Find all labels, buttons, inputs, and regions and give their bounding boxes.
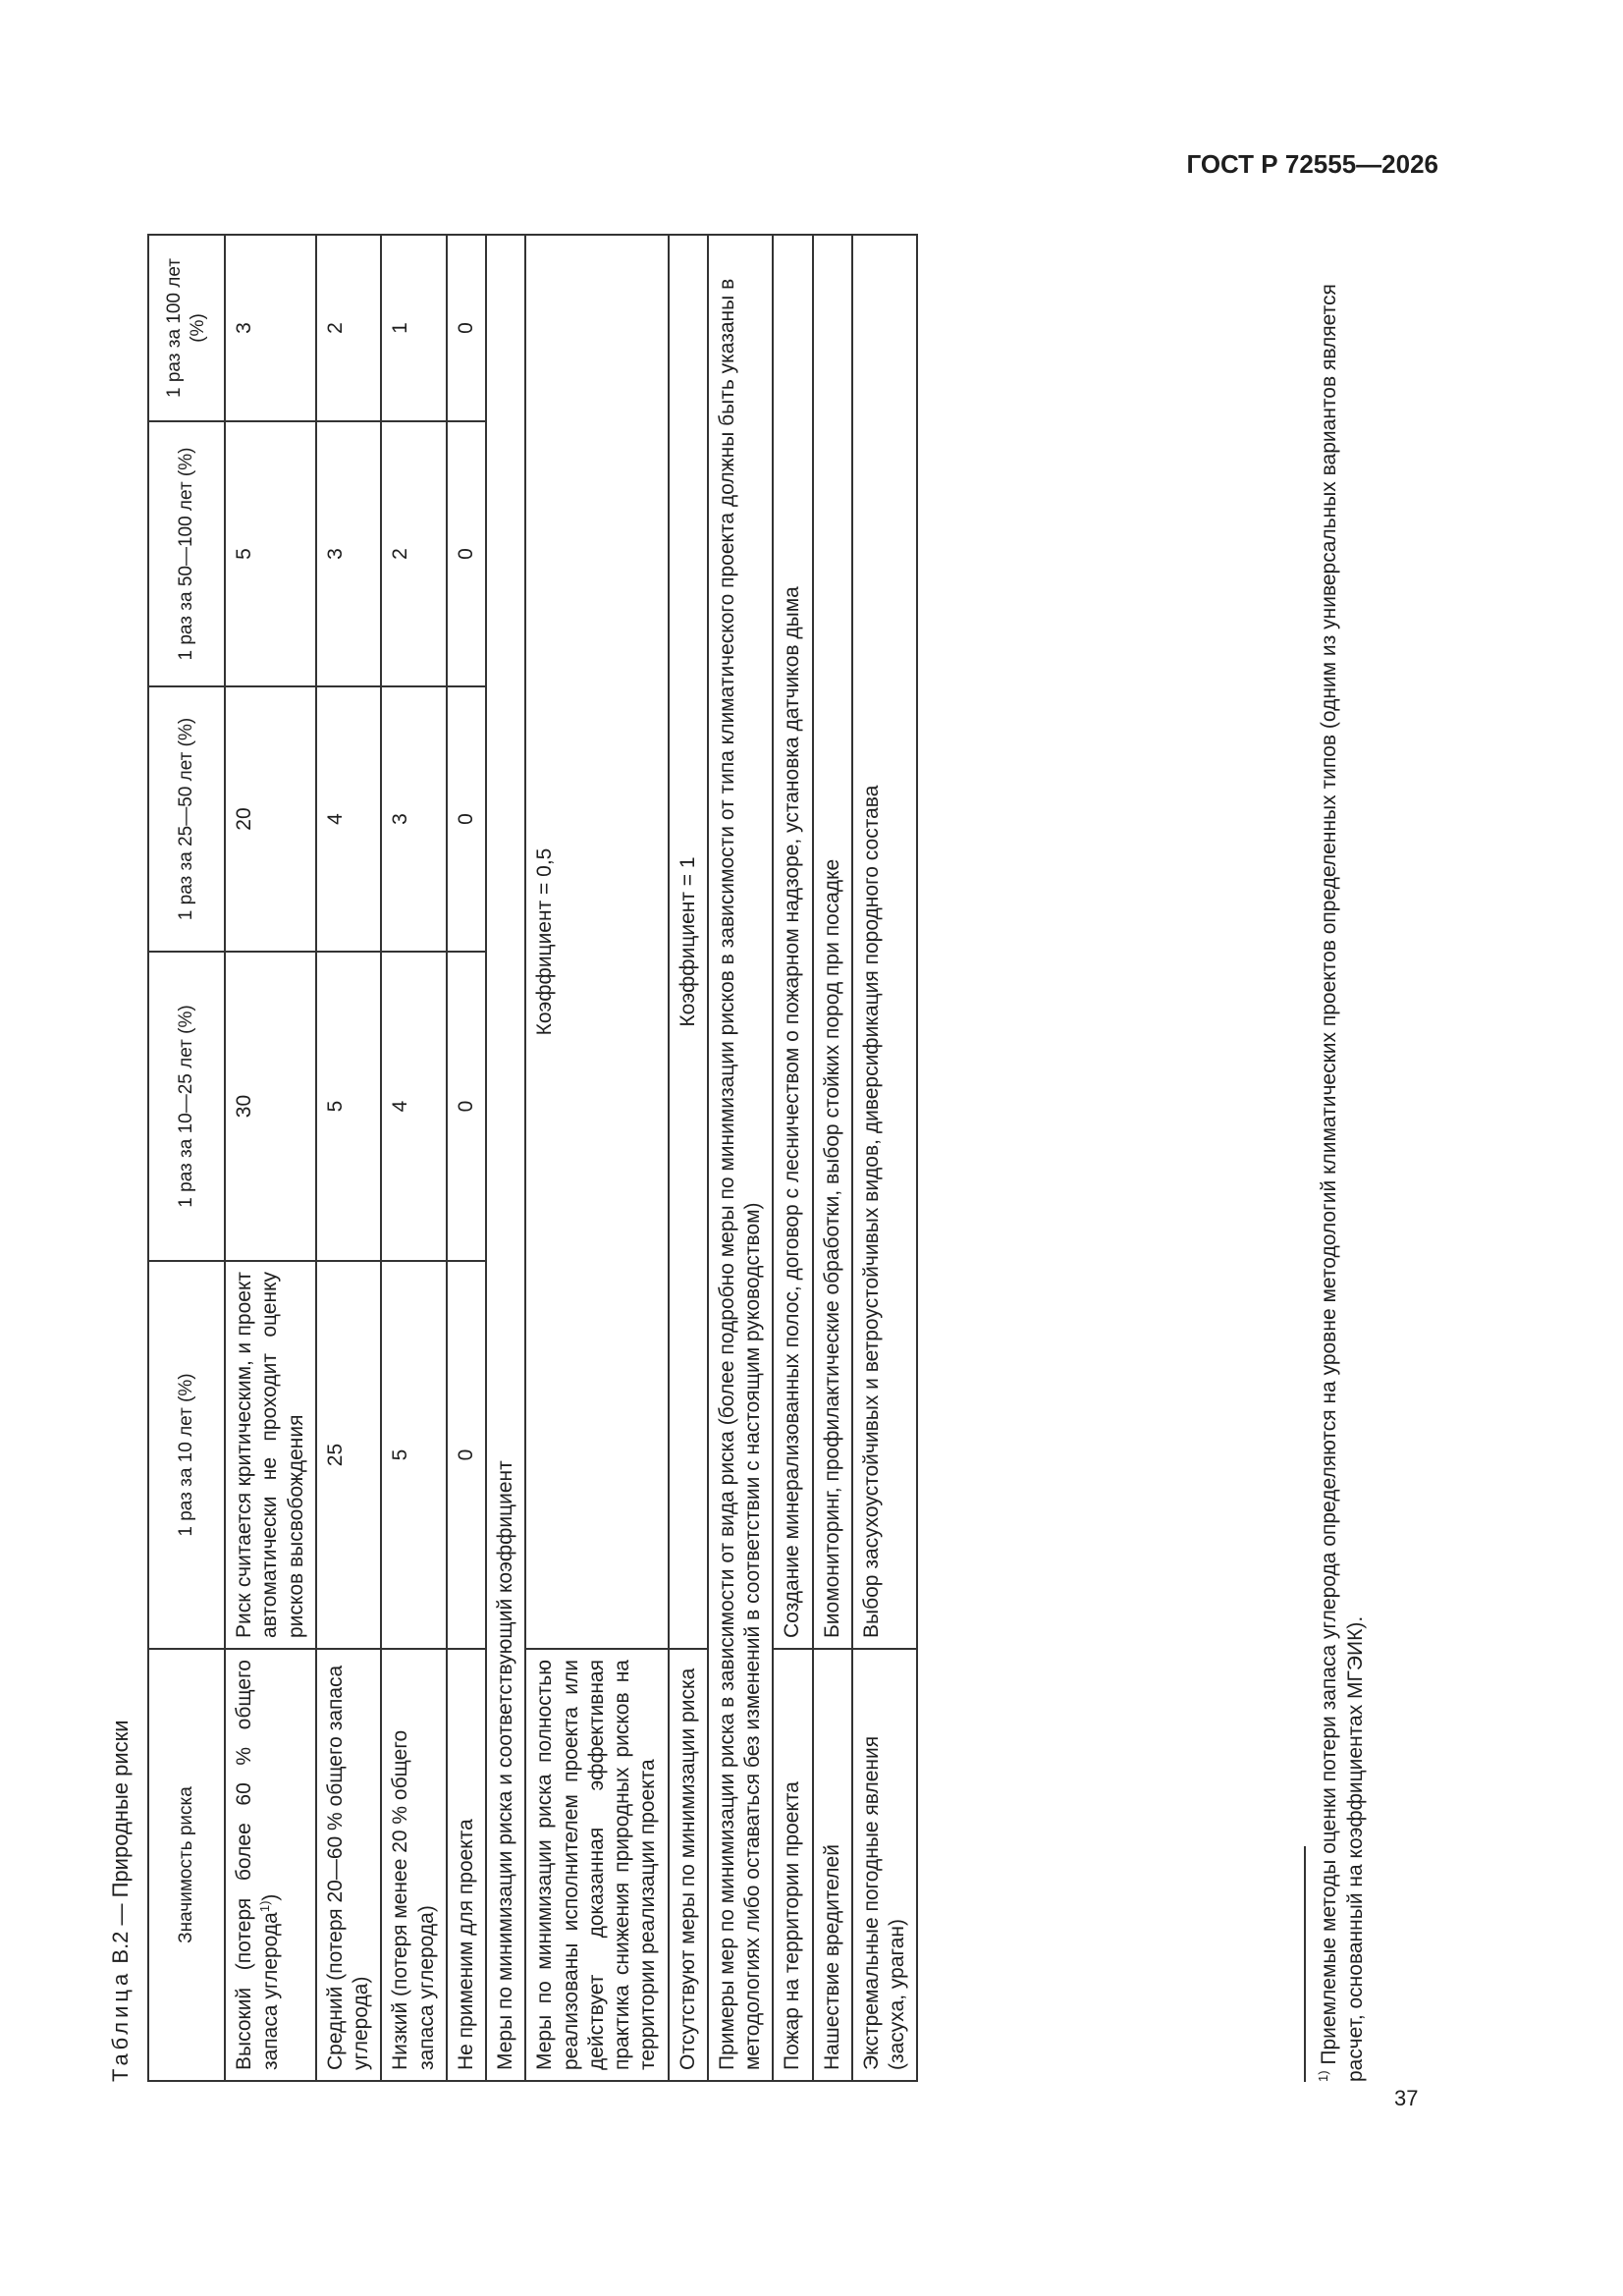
table-row bbox=[447, 235, 486, 2081]
row-label-high: Высокий (потеря более 60 % общего запаса углерода$^{1)}$) bbox=[225, 1649, 316, 2081]
table-row bbox=[525, 235, 668, 2081]
example-measure: Создание минерализованных полос, договор с лесничеством о пожарном надзоре, установка датчиков дыма bbox=[773, 235, 812, 1649]
row-label-not-applicable: Не применим для проекта bbox=[447, 1649, 486, 2081]
table-row bbox=[225, 235, 316, 2081]
example-risk: Экстремальные погодные явления (засуха, ураган) bbox=[852, 1649, 918, 2081]
table-cell: 2 bbox=[316, 235, 382, 421]
table-header-row bbox=[148, 235, 225, 2081]
table-caption bbox=[108, 1720, 134, 2082]
header-risk-significance: Значимость риска bbox=[148, 1649, 225, 2081]
table-cell: 5 bbox=[381, 1261, 447, 1649]
table-cell: 4 bbox=[381, 952, 447, 1261]
table-cell: 3 bbox=[381, 686, 447, 952]
table-cell: 20 bbox=[225, 686, 316, 952]
cell-critical-note: Риск считается критическим, и проект автоматически не проходит оценку рисков высвобождения bbox=[225, 1261, 316, 1649]
footnote-text: Приемлемые методы оценки потери запаса углерода определяются на уровне методологий климатических проектов определенных типов (одним из универсальных вариантов является расчет, основанный на коэффициентах МГЭИК). bbox=[1318, 284, 1368, 2082]
table-cell: 3 bbox=[316, 421, 382, 686]
natural-risks-table bbox=[147, 234, 918, 2082]
page-number: 37 bbox=[1394, 2086, 1419, 2110]
caption-title: В.2 — Природные риски bbox=[108, 1720, 133, 1964]
table-cell: 5 bbox=[316, 952, 382, 1261]
table-cell: 1 bbox=[381, 235, 447, 421]
table-cell: 0 bbox=[447, 952, 486, 1261]
footnote bbox=[1316, 236, 1370, 2082]
examples-header-row bbox=[708, 235, 774, 2081]
mitigation-absent-label: Отсутствуют меры по минимизации риска bbox=[669, 1649, 708, 2081]
table-row bbox=[316, 235, 382, 2081]
header-10-25-years: 1 раз за 10—25 лет (%) bbox=[148, 952, 225, 1261]
table-row bbox=[813, 235, 852, 2081]
footnote-divider bbox=[1304, 1846, 1306, 2082]
example-measure: Биомониторинг, профилактические обработки, выбор стойких пород при посадке bbox=[813, 235, 852, 1649]
coefficient-value: Коэффициент = 0,5 bbox=[525, 235, 668, 1649]
table-row bbox=[773, 235, 812, 2081]
table-cell: 30 bbox=[225, 952, 316, 1261]
table-cell: 3 bbox=[225, 235, 316, 421]
header-100-years: 1 раз за 100 лет (%) bbox=[148, 235, 225, 421]
example-risk: Пожар на территории проекта bbox=[773, 1649, 812, 2081]
standard-code: ГОСТ Р 72555—2026 bbox=[1186, 149, 1438, 179]
header-10-years: 1 раз за 10 лет (%) bbox=[148, 1261, 225, 1649]
row-label-low: Низкий (потеря менее 20 % общего запаса углерода) bbox=[381, 1649, 447, 2081]
example-measure: Выбор засухоустойчивых и ветроустойчивых видов, диверсификация породного состава bbox=[852, 235, 918, 1649]
table-cell: 25 bbox=[316, 1261, 382, 1649]
row-label-medium: Средний (потеря 20—60 % общего запаса углерода) bbox=[316, 1649, 382, 2081]
header-25-50-years: 1 раз за 25—50 лет (%) bbox=[148, 686, 225, 952]
mitigation-header: Меры по минимизации риска и соответствующий коэффициент bbox=[486, 235, 525, 2081]
table-row bbox=[852, 235, 918, 2081]
table-row bbox=[381, 235, 447, 2081]
mitigation-header-row bbox=[486, 235, 525, 2081]
table-cell: 2 bbox=[381, 421, 447, 686]
mitigation-implemented-label: Меры по минимизации риска полностью реализованы исполнителем проекта или действует доказанная эффективная практика снижения природных рисков на территории реализации проекта bbox=[525, 1649, 668, 2081]
examples-header: Примеры мер по минимизации риска в зависимости от вида риска (более подробно меры по минимизации рисков в зависимости от типа климатического проекта должны быть указаны в методологиях либо оставаться без изменений в соответствии с настоящим руководством) bbox=[708, 235, 774, 2081]
footnote-ref: 1) bbox=[257, 1900, 273, 1913]
footnote-marker: 1) bbox=[1316, 2070, 1330, 2082]
rotated-table-page bbox=[108, 226, 1463, 2082]
example-risk: Нашествие вредителей bbox=[813, 1649, 852, 2081]
caption-label: Таблица bbox=[108, 1969, 133, 2082]
table-cell: 4 bbox=[316, 686, 382, 952]
table-cell: 0 bbox=[447, 1261, 486, 1649]
table-cell: 0 bbox=[447, 686, 486, 952]
table-cell: 0 bbox=[447, 235, 486, 421]
header-50-100-years: 1 раз за 50—100 лет (%) bbox=[148, 421, 225, 686]
table-cell: 0 bbox=[447, 421, 486, 686]
table-row bbox=[669, 235, 708, 2081]
coefficient-value: Коэффициент = 1 bbox=[669, 235, 708, 1649]
table-cell: 5 bbox=[225, 421, 316, 686]
